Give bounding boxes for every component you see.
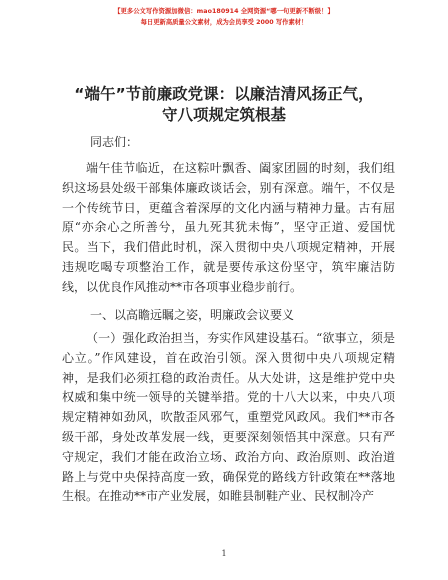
page-number: 1	[221, 549, 227, 558]
body-paragraph-intro: 端午佳节临近，在这粽叶飘香、阖家团圆的时刻，我们组织这场县处级干部集体廉政谈话会，别有深意。端午，不仅是一个传统节日，更蕴含着深厚的文化内涵与精神力量。古有屈原“亦余心之所善兮，虽九死其犹未悔”，坚守正道、爱国忧民。当下，我们借此时机，深入贯彻中央八项规定精神，开展违规吃喝专项整治工作，就是要传承这份坚守，筑牢廉洁防线，以优良作风推动**市各项事业稳步前行。	[62, 161, 395, 294]
promo-banner-line-1: 【更多公文写作资源加微信：mao180914 全网资源“哪一句更新不断级！】	[114, 8, 334, 15]
document-title-line-1: “端午”节前廉政党课：以廉洁清风扬正气，	[74, 85, 374, 103]
body-paragraph-section-1-1: （一）强化政治担当，夯实作风建设基石。“欲事立，须是心立。”作风建设，首在政治引领。深入贯彻中央八项规定精神，是我们必须扛稳的政治责任。从大处讲，这是维护党中央权威和集中统一领导的关键举措。党的十八大以来，中央八项规定精神如劲风，吹散歪风邪气，重塑党风政风。我们**市各级干部，身处改革发展一线，更要深刻领悟其中深意。只有严守规定，我们才能在政治立场、政治方向、政治原则、政治道路上与党中央保持高度一致，确保党的路线方针政策在**落地生根。在推动**市产业发展，如睢县制鞋产业、民权制冷产	[62, 331, 395, 504]
promo-banner-line-2: 每日更新高质量公文素材，成为会员享受 2000 写作素材！	[140, 19, 308, 26]
section-heading-1: 一、以高瞻远瞩之姿，明廉政会议要义	[90, 308, 295, 322]
salutation: 同志们：	[90, 135, 139, 149]
document-title-line-2: 守八项规定筑根基	[161, 106, 286, 124]
